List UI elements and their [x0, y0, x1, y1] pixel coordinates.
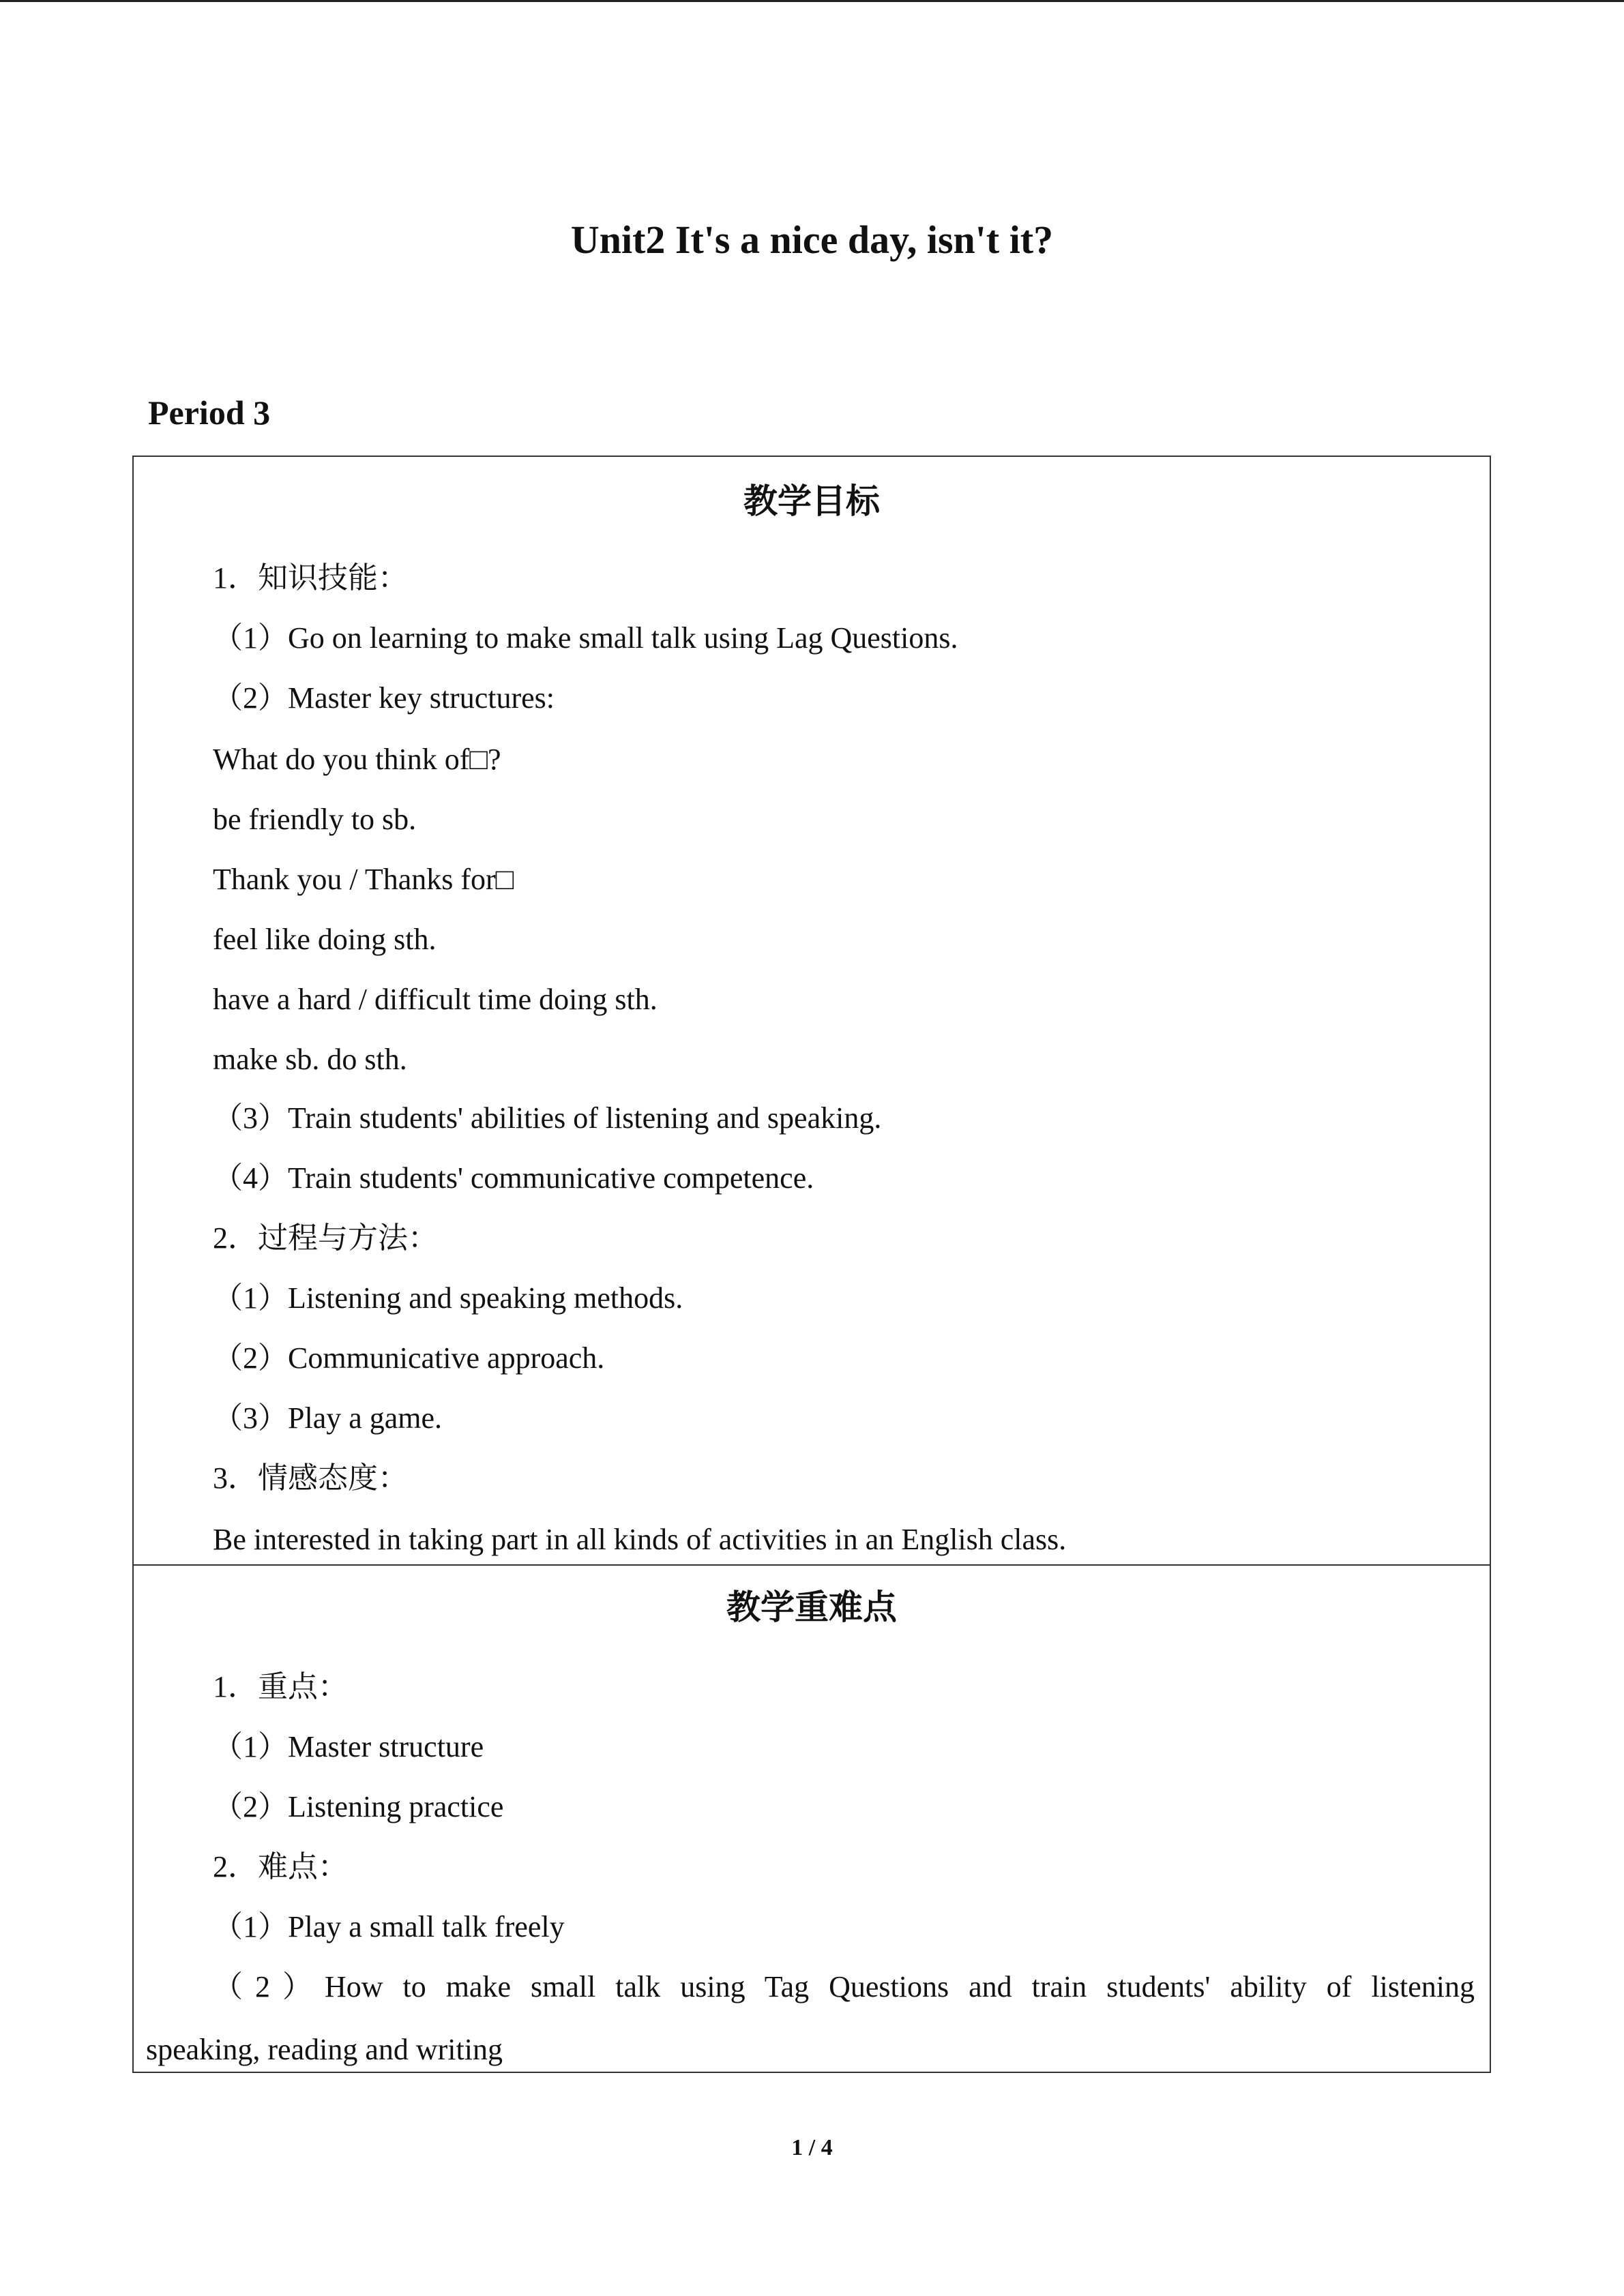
objective-line: （3）Play a game.	[213, 1401, 443, 1435]
objective-line: feel like doing sth.	[213, 923, 437, 956]
objective-line: 2．过程与方法：	[213, 1221, 438, 1255]
key-point-line: （1）Play a small talk freely	[213, 1910, 565, 1943]
key-points-section	[132, 1564, 1491, 2073]
objective-line: Thank you / Thanks for□	[213, 863, 514, 896]
objective-line: （1）Go on learning to make small talk using Lag Questions.	[213, 621, 958, 655]
key-point-line: （2）How to make small talk using Tag Questions and train students' ability of listening	[213, 1970, 1475, 2003]
key-point-line-continued: speaking, reading and writing	[146, 2033, 503, 2066]
objective-line: be friendly to sb.	[213, 803, 417, 836]
objective-line: （2）Communicative approach.	[213, 1341, 605, 1375]
objectives-heading: 教学目标	[743, 481, 880, 521]
key-point-line: 2．难点：	[213, 1850, 348, 1883]
objective-line: （3）Train students' abilities of listening and speaking.	[213, 1101, 882, 1135]
objective-line: （2）Master key structures:	[213, 681, 555, 715]
period-label: Period 3	[148, 393, 271, 432]
key-point-line: （1）Master structure	[213, 1730, 484, 1763]
objective-line: have a hard / difficult time doing sth.	[213, 983, 658, 1016]
objective-line: What do you think of□?	[213, 743, 501, 776]
key-point-line: （2）Listening practice	[213, 1790, 504, 1823]
page-top-rule	[0, 0, 1624, 2]
objective-line: （1）Listening and speaking methods.	[213, 1281, 683, 1315]
document-title: Unit2 It's a nice day, isn't it?	[570, 218, 1054, 262]
objective-line: （4）Train students' communicative competence.	[213, 1161, 814, 1195]
objective-line: make sb. do sth.	[213, 1043, 407, 1076]
objective-line: Be interested in taking part in all kinds of activities in an English class.	[213, 1523, 1067, 1556]
objective-line: 1．知识技能：	[213, 561, 408, 595]
objectives-section	[132, 456, 1491, 1566]
page-number: 1 / 4	[791, 2135, 833, 2160]
objective-line: 3．情感态度：	[213, 1461, 408, 1495]
key-points-heading: 教学重难点	[726, 1587, 897, 1627]
key-point-line: 1．重点：	[213, 1670, 348, 1703]
